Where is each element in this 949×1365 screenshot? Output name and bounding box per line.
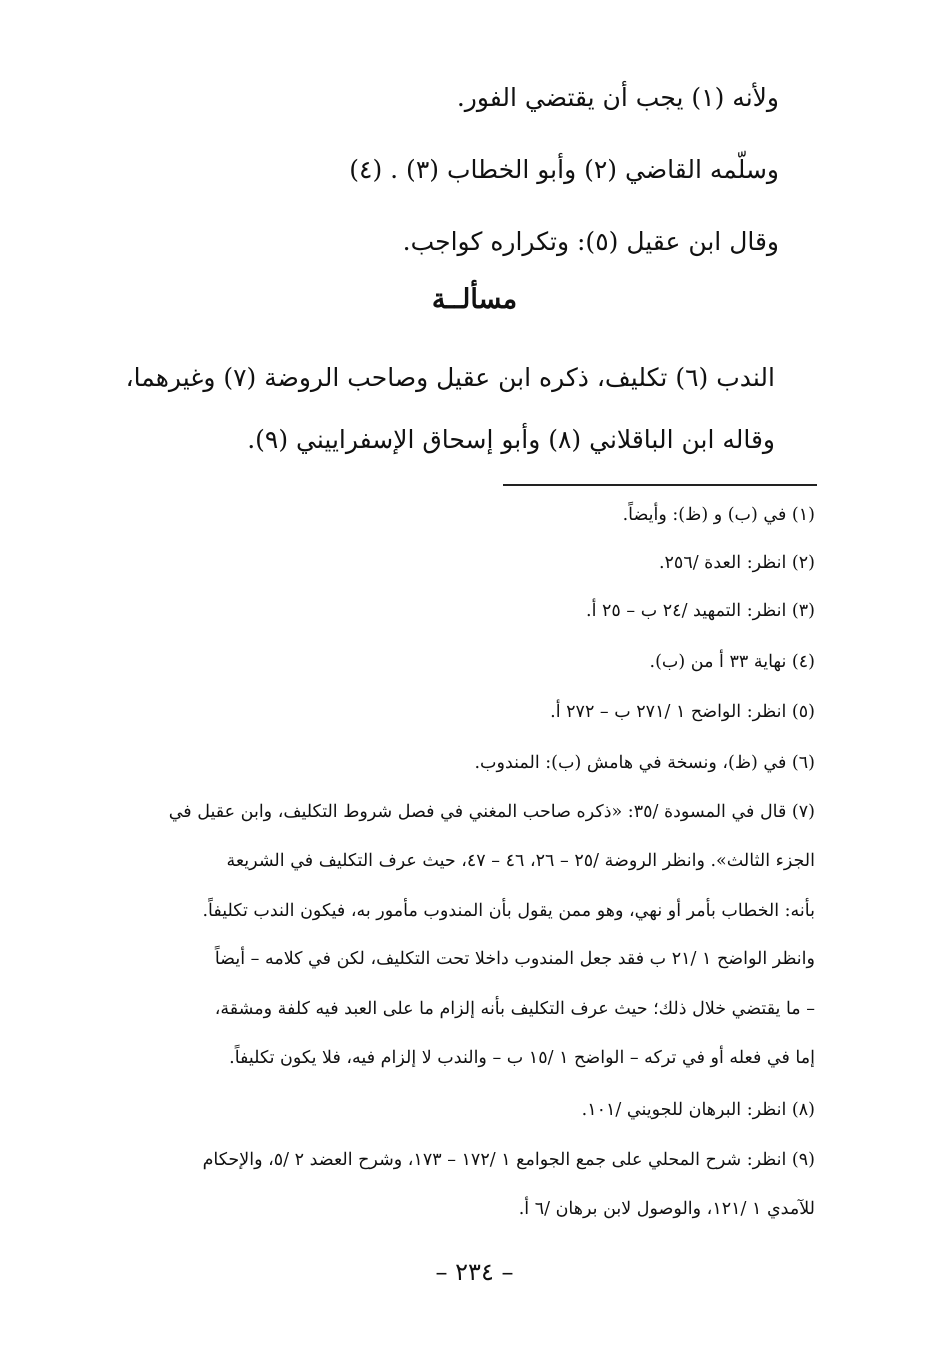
footnote-6: (٦) في (ظ)، ونسخة في هامش (ب): المندوب. <box>474 753 815 773</box>
footnote-7-line-3: بأنه: الخطاب بأمر أو نهي، وهو ممن يقول بأن المندوب مأمور به، فيكون الندب تكليفاً. <box>202 901 815 921</box>
page-number: – ٢٣٤ – <box>435 1258 514 1286</box>
footnote-7-line-4: وانظر الواضح ١ /٢١ ب فقد جعل المندوب داخلا تحت التكليف، لكن في كلامه – أيضاً <box>214 949 815 969</box>
footnote-7-line-2: الجزء الثالث». وانظر الروضة /٢٥ – ٢٦، ٤٦ – ٤٧، حيث عرف التكليف في الشريعة <box>226 851 815 871</box>
footnote-9-line-2: للآمدي ١ /١٢١، والوصول لابن برهان /٦ أ. <box>518 1199 815 1219</box>
main-text-line-3: وقال ابن عقيل (٥): وتكراره كواجب. <box>402 227 779 256</box>
footnote-9-line-1: (٩) انظر: شرح المحلي على جمع الجوامع ١ /١٧٢ – ١٧٣، وشرح العضد ٢ /٥، والإحكام <box>202 1150 815 1170</box>
footnote-divider <box>503 484 817 486</box>
footnote-1: (١) في (ب) و (ظ): وأيضاً. <box>622 505 815 525</box>
footnote-3: (٣) انظر: التمهيد /٢٤ ب – ٢٥ أ. <box>586 601 815 621</box>
main-text-line-1: ولأنه (١) يجب أن يقتضي الفور. <box>456 83 779 112</box>
footnote-8: (٨) انظر: البرهان للجويني /١٠١. <box>581 1100 815 1120</box>
section-heading: مسألــة <box>431 284 518 315</box>
main-paragraph-line-2: وقاله ابن الباقلاني (٨) وأبو إسحاق الإسفراييني (٩). <box>247 425 775 454</box>
main-text-line-2: وسلّمه القاضي (٢) وأبو الخطاب (٣) . (٤) <box>349 155 779 184</box>
footnote-7-line-1: (٧) قال في المسودة /٣٥: «ذكره صاحب المغني في فصل شروط التكليف، وابن عقيل في <box>168 802 815 822</box>
footnote-7-line-5: – ما يقتضي خلال ذلك؛ حيث عرف التكليف بأنه إلزام ما على العبد فيه كلفة ومشقة، <box>214 999 815 1019</box>
main-paragraph-line-1: الندب (٦) تكليف، ذكره ابن عقيل وصاحب الروضة (٧) وغيرهما، <box>125 363 775 392</box>
footnote-5: (٥) انظر: الواضح ١ /٢٧١ ب – ٢٧٢ أ. <box>550 702 815 722</box>
footnote-2: (٢) انظر: العدة /٢٥٦. <box>658 553 815 573</box>
footnote-7-line-6: إما في فعله أو في تركه – الواضح ١ /١٥ ب – والندب لا إلزام فيه، فلا يكون تكليفاً. <box>229 1048 815 1068</box>
footnote-4: (٤) نهاية ٣٣ أ من (ب). <box>649 652 815 672</box>
